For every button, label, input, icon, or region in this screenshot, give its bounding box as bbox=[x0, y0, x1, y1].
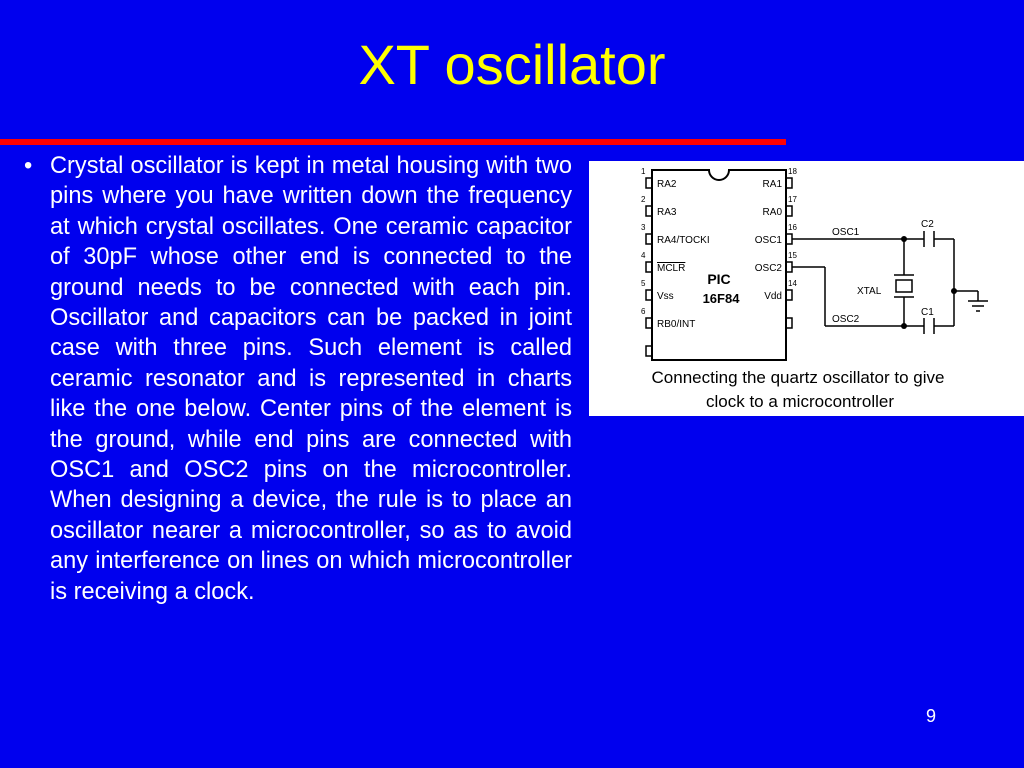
pin-number: 14 bbox=[788, 279, 797, 288]
capacitor-c1-label: C1 bbox=[921, 307, 934, 318]
net-label-osc2: OSC2 bbox=[832, 314, 860, 325]
pin-label: RA2 bbox=[657, 179, 677, 190]
net-label-osc1: OSC1 bbox=[832, 227, 860, 238]
capacitor-c2-symbol bbox=[924, 231, 934, 247]
chip-part-number: 16F84 bbox=[702, 291, 740, 306]
crystal-label: XTAL bbox=[857, 286, 882, 297]
bullet-marker: • bbox=[24, 153, 33, 179]
pin-number: 17 bbox=[788, 195, 797, 204]
chip-name: PIC bbox=[707, 271, 731, 287]
bullet-text: Crystal oscillator is kept in metal housing with two pins where you have written down the frequency at which crystal oscillates. One ceramic capacitor of 30pF whose other end is connected to the ground needs to be connected with each pin. Oscillator and capacitors can be packed in joint case with three pins. Such element is called ceramic resonator and is represented in charts like the one below. Center pins of the element is the ground, while end pins are connected with OSC1 and OSC2 pins on the microcontroller. When designing a device, the rule is to place an oscillator nearer a microcontroller, so as to avoid any interference on lines on which microcontroller is receiving a clock. bbox=[50, 153, 572, 605]
pin-label: MCLR bbox=[657, 263, 686, 274]
pin-number: 5 bbox=[641, 279, 646, 288]
oscillator-circuit-figure bbox=[589, 161, 1024, 416]
pin-number: 18 bbox=[788, 167, 797, 176]
ground-symbol bbox=[968, 301, 988, 311]
page-number: 9 bbox=[925, 706, 936, 726]
figure-caption-line-1: Connecting the quartz oscillator to give bbox=[651, 368, 945, 387]
crystal-symbol bbox=[894, 275, 914, 297]
bullet-item bbox=[24, 151, 572, 607]
capacitor-c2-label: C2 bbox=[921, 219, 934, 230]
pin-number: 3 bbox=[641, 223, 646, 232]
pin-number: 4 bbox=[641, 251, 646, 260]
slide-title: XT oscillator bbox=[358, 33, 666, 96]
pin-label: Vdd bbox=[764, 291, 782, 302]
capacitor-c1-symbol bbox=[924, 318, 934, 334]
circuit-wiring bbox=[792, 239, 978, 326]
pin-label: RA4/TOCKI bbox=[657, 235, 710, 246]
title-divider bbox=[0, 139, 786, 145]
circuit-diagram bbox=[589, 161, 1024, 416]
pin-number: 1 bbox=[641, 167, 646, 176]
pin-number: 16 bbox=[788, 223, 797, 232]
pin-number: 6 bbox=[641, 307, 646, 316]
pin-number: 2 bbox=[641, 195, 646, 204]
pin-label: RA0 bbox=[762, 207, 782, 218]
pin-label: RB0/INT bbox=[657, 319, 696, 330]
pin-label: OSC1 bbox=[754, 235, 782, 246]
figure-caption-line-2: clock to a microcontroller bbox=[705, 392, 895, 411]
pin-label: Vss bbox=[657, 291, 674, 302]
pin-number: 15 bbox=[788, 251, 797, 260]
pin-label: RA1 bbox=[762, 179, 782, 190]
pin-label: RA3 bbox=[657, 207, 677, 218]
pin-label: OSC2 bbox=[754, 263, 782, 274]
